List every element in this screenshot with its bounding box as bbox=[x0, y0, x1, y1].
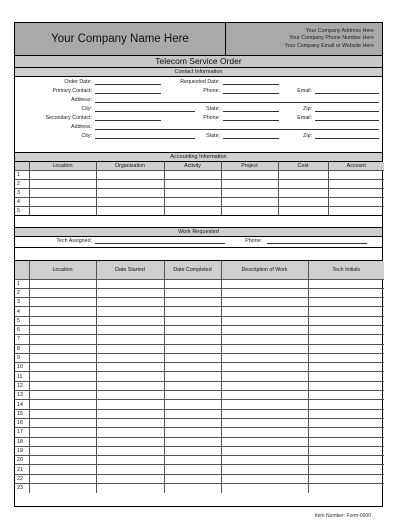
work-cell[interactable] bbox=[29, 391, 96, 400]
accounting-cell[interactable] bbox=[278, 179, 328, 188]
work-cell[interactable] bbox=[308, 391, 384, 400]
secondary-email-label: Email: bbox=[297, 115, 312, 121]
work-col-date-started: Date Started bbox=[96, 261, 164, 279]
work-cell[interactable] bbox=[29, 372, 96, 381]
accounting-row bbox=[15, 188, 384, 197]
work-cell[interactable] bbox=[96, 353, 164, 362]
work-cell[interactable] bbox=[96, 409, 164, 418]
accounting-header-row bbox=[15, 162, 384, 170]
order-date-field[interactable] bbox=[95, 84, 161, 85]
work-row bbox=[15, 391, 384, 400]
work-row bbox=[15, 409, 384, 418]
accounting-cell[interactable] bbox=[29, 206, 96, 215]
primary-contact-label: Primary Contact: bbox=[52, 88, 92, 94]
work-cell[interactable] bbox=[96, 456, 164, 465]
work-cell[interactable] bbox=[96, 446, 164, 455]
row-number: 8 bbox=[15, 344, 29, 353]
service-order-form bbox=[14, 22, 383, 507]
work-cell[interactable] bbox=[29, 465, 96, 474]
work-cell[interactable] bbox=[221, 353, 308, 362]
accounting-cell[interactable] bbox=[221, 197, 278, 206]
primary-phone-label: Phone: bbox=[203, 88, 220, 94]
work-cell[interactable] bbox=[164, 456, 221, 465]
secondary-phone-label: Phone: bbox=[203, 115, 220, 121]
work-cell[interactable] bbox=[96, 418, 164, 427]
requested-date-field[interactable] bbox=[223, 84, 279, 85]
work-cell[interactable] bbox=[164, 372, 221, 381]
work-cell[interactable] bbox=[164, 400, 221, 409]
work-row bbox=[15, 381, 384, 390]
work-cell[interactable] bbox=[29, 288, 96, 297]
work-cell[interactable] bbox=[29, 400, 96, 409]
work-cell[interactable] bbox=[308, 400, 384, 409]
work-cell[interactable] bbox=[221, 465, 308, 474]
row-number-header bbox=[15, 162, 29, 170]
work-cell[interactable] bbox=[221, 344, 308, 353]
work-cell[interactable] bbox=[221, 316, 308, 325]
primary-address-label: Address: bbox=[71, 97, 92, 103]
work-cell[interactable] bbox=[308, 437, 384, 446]
work-cell[interactable] bbox=[96, 381, 164, 390]
work-cell[interactable] bbox=[96, 437, 164, 446]
accounting-col-organization: Organization bbox=[96, 162, 164, 170]
work-cell[interactable] bbox=[221, 428, 308, 437]
section-spacer bbox=[15, 216, 382, 228]
secondary-state-label: State: bbox=[206, 133, 220, 139]
work-cell[interactable] bbox=[29, 298, 96, 307]
work-cell[interactable] bbox=[221, 391, 308, 400]
row-number: 12 bbox=[15, 381, 29, 390]
work-cell[interactable] bbox=[164, 344, 221, 353]
work-cell[interactable] bbox=[164, 363, 221, 372]
work-header-row bbox=[15, 261, 384, 279]
work-row bbox=[15, 372, 384, 381]
primary-email-field[interactable] bbox=[315, 93, 379, 94]
work-col-date-completed: Date Completed bbox=[164, 261, 221, 279]
work-cell[interactable] bbox=[29, 325, 96, 334]
work-cell[interactable] bbox=[308, 363, 384, 372]
row-number: 13 bbox=[15, 391, 29, 400]
work-cell[interactable] bbox=[29, 446, 96, 455]
tech-assigned-label: Tech Assigned: bbox=[56, 238, 92, 244]
work-cell[interactable] bbox=[308, 446, 384, 455]
work-cell[interactable] bbox=[221, 418, 308, 427]
secondary-contact-label: Secondary Contact: bbox=[45, 115, 92, 121]
accounting-cell[interactable] bbox=[328, 179, 384, 188]
company-name: Your Company Name Here bbox=[15, 23, 226, 55]
accounting-cell[interactable] bbox=[96, 197, 164, 206]
row-number: 1 bbox=[15, 170, 29, 179]
row-number: 16 bbox=[15, 418, 29, 427]
row-number: 2 bbox=[15, 288, 29, 297]
work-cell[interactable] bbox=[29, 381, 96, 390]
work-cell[interactable] bbox=[164, 335, 221, 344]
work-cell[interactable] bbox=[96, 465, 164, 474]
tech-phone-field[interactable] bbox=[267, 243, 367, 244]
work-row bbox=[15, 344, 384, 353]
accounting-cell[interactable] bbox=[164, 170, 221, 179]
work-cell[interactable] bbox=[164, 391, 221, 400]
contact-section bbox=[15, 77, 382, 153]
primary-address-field[interactable] bbox=[95, 102, 379, 103]
accounting-cell[interactable] bbox=[278, 188, 328, 197]
work-cell[interactable] bbox=[221, 288, 308, 297]
row-number: 4 bbox=[15, 307, 29, 316]
work-cell[interactable] bbox=[164, 437, 221, 446]
work-cell[interactable] bbox=[96, 400, 164, 409]
row-number: 1 bbox=[15, 279, 29, 288]
row-number: 22 bbox=[15, 474, 29, 483]
work-cell[interactable] bbox=[29, 363, 96, 372]
work-cell[interactable] bbox=[221, 437, 308, 446]
work-cell[interactable] bbox=[308, 325, 384, 334]
work-row bbox=[15, 298, 384, 307]
work-cell[interactable] bbox=[96, 391, 164, 400]
work-cell[interactable] bbox=[164, 446, 221, 455]
accounting-cell[interactable] bbox=[96, 170, 164, 179]
work-cell[interactable] bbox=[164, 307, 221, 316]
work-row bbox=[15, 465, 384, 474]
work-cell[interactable] bbox=[164, 288, 221, 297]
work-cell[interactable] bbox=[221, 372, 308, 381]
work-cell[interactable] bbox=[308, 409, 384, 418]
work-cell[interactable] bbox=[164, 353, 221, 362]
primary-zip-label: Zip: bbox=[303, 106, 312, 112]
work-cell[interactable] bbox=[221, 363, 308, 372]
row-number: 17 bbox=[15, 428, 29, 437]
accounting-section bbox=[15, 162, 382, 216]
work-cell[interactable] bbox=[29, 316, 96, 325]
accounting-col-account: Account bbox=[328, 162, 384, 170]
work-cell[interactable] bbox=[308, 335, 384, 344]
work-cell[interactable] bbox=[164, 474, 221, 483]
accounting-col-project: Project bbox=[221, 162, 278, 170]
work-cell[interactable] bbox=[308, 381, 384, 390]
work-cell[interactable] bbox=[29, 428, 96, 437]
accounting-row bbox=[15, 206, 384, 215]
row-number: 5 bbox=[15, 206, 29, 215]
work-cell[interactable] bbox=[164, 316, 221, 325]
work-cell[interactable] bbox=[164, 428, 221, 437]
work-cell[interactable] bbox=[29, 456, 96, 465]
section-spacer bbox=[15, 248, 382, 261]
accounting-cell[interactable] bbox=[29, 197, 96, 206]
row-number: 7 bbox=[15, 335, 29, 344]
accounting-cell[interactable] bbox=[328, 188, 384, 197]
row-number: 6 bbox=[15, 325, 29, 334]
accounting-cell[interactable] bbox=[164, 188, 221, 197]
work-cell[interactable] bbox=[96, 363, 164, 372]
work-cell[interactable] bbox=[308, 465, 384, 474]
row-number: 23 bbox=[15, 484, 29, 493]
work-cell[interactable] bbox=[308, 316, 384, 325]
row-number: 15 bbox=[15, 409, 29, 418]
row-number: 18 bbox=[15, 437, 29, 446]
company-phone: Your Company Phone Number Here bbox=[289, 35, 374, 42]
secondary-zip-label: Zip: bbox=[303, 133, 312, 139]
work-cell[interactable] bbox=[221, 400, 308, 409]
work-row bbox=[15, 307, 384, 316]
primary-zip-field[interactable] bbox=[315, 111, 379, 112]
primary-city-field[interactable] bbox=[95, 111, 195, 112]
company-address: Your Company Address Here bbox=[305, 27, 374, 34]
accounting-cell[interactable] bbox=[221, 206, 278, 215]
work-cell[interactable] bbox=[308, 372, 384, 381]
item-number: Item Number: Form-0000 bbox=[314, 513, 371, 519]
work-cell[interactable] bbox=[221, 456, 308, 465]
accounting-row bbox=[15, 179, 384, 188]
secondary-address-label: Address: bbox=[71, 124, 92, 130]
work-cell[interactable] bbox=[164, 381, 221, 390]
work-row bbox=[15, 335, 384, 344]
accounting-cell[interactable] bbox=[164, 206, 221, 215]
work-cell[interactable] bbox=[164, 279, 221, 288]
accounting-cell[interactable] bbox=[328, 197, 384, 206]
accounting-row bbox=[15, 197, 384, 206]
secondary-email-field[interactable] bbox=[315, 120, 379, 121]
work-cell[interactable] bbox=[96, 279, 164, 288]
accounting-cell[interactable] bbox=[278, 197, 328, 206]
work-cell[interactable] bbox=[96, 288, 164, 297]
work-cell[interactable] bbox=[221, 335, 308, 344]
work-cell[interactable] bbox=[308, 474, 384, 483]
work-row bbox=[15, 456, 384, 465]
work-table bbox=[15, 261, 384, 493]
secondary-city-label: City: bbox=[81, 133, 92, 139]
row-number-header bbox=[15, 261, 29, 279]
work-cell[interactable] bbox=[29, 474, 96, 483]
row-number: 20 bbox=[15, 456, 29, 465]
row-number: 4 bbox=[15, 197, 29, 206]
accounting-cell[interactable] bbox=[29, 179, 96, 188]
work-row bbox=[15, 428, 384, 437]
work-cell[interactable] bbox=[96, 325, 164, 334]
work-cell[interactable] bbox=[96, 316, 164, 325]
row-number: 9 bbox=[15, 353, 29, 362]
accounting-col-activity: Activity bbox=[164, 162, 221, 170]
work-row bbox=[15, 316, 384, 325]
work-cell[interactable] bbox=[221, 279, 308, 288]
primary-city-label: City: bbox=[81, 106, 92, 112]
work-cell[interactable] bbox=[96, 344, 164, 353]
row-number: 5 bbox=[15, 316, 29, 325]
secondary-city-field[interactable] bbox=[95, 138, 195, 139]
work-cell[interactable] bbox=[29, 353, 96, 362]
primary-state-label: State: bbox=[206, 106, 220, 112]
tech-assigned-field[interactable] bbox=[95, 243, 225, 244]
accounting-col-location: Location bbox=[29, 162, 96, 170]
work-cell[interactable] bbox=[221, 409, 308, 418]
work-cell[interactable] bbox=[221, 381, 308, 390]
secondary-phone-field[interactable] bbox=[223, 120, 279, 121]
work-cell[interactable] bbox=[221, 307, 308, 316]
work-row bbox=[15, 288, 384, 297]
form-title: Telecom Service Order bbox=[15, 56, 382, 68]
work-row bbox=[15, 325, 384, 334]
work-cell[interactable] bbox=[96, 335, 164, 344]
accounting-cell[interactable] bbox=[328, 206, 384, 215]
work-cell[interactable] bbox=[308, 279, 384, 288]
accounting-row bbox=[15, 170, 384, 179]
requested-date-label: Requested Date: bbox=[180, 79, 220, 85]
accounting-cell[interactable] bbox=[164, 197, 221, 206]
work-cell[interactable] bbox=[308, 298, 384, 307]
work-cell[interactable] bbox=[221, 325, 308, 334]
work-row bbox=[15, 484, 384, 493]
form-header bbox=[15, 23, 382, 56]
work-col-location: Location bbox=[29, 261, 96, 279]
work-col-tech-initials: Tech Initials bbox=[308, 261, 384, 279]
tech-phone-label: Phone: bbox=[245, 238, 262, 244]
work-row bbox=[15, 400, 384, 409]
accounting-cell[interactable] bbox=[221, 179, 278, 188]
work-row bbox=[15, 363, 384, 372]
work-cell[interactable] bbox=[96, 298, 164, 307]
work-cell[interactable] bbox=[308, 418, 384, 427]
work-section-title: Work Requested bbox=[15, 228, 382, 237]
work-cell[interactable] bbox=[308, 484, 384, 493]
work-cell[interactable] bbox=[164, 465, 221, 474]
contact-section-title: Contact Information bbox=[15, 68, 382, 77]
work-cell[interactable] bbox=[308, 344, 384, 353]
work-cell[interactable] bbox=[29, 307, 96, 316]
work-cell[interactable] bbox=[164, 418, 221, 427]
work-cell[interactable] bbox=[308, 353, 384, 362]
work-cell[interactable] bbox=[29, 344, 96, 353]
work-row bbox=[15, 474, 384, 483]
order-date-label: Order Date: bbox=[64, 79, 92, 85]
row-number: 14 bbox=[15, 400, 29, 409]
work-cell[interactable] bbox=[96, 474, 164, 483]
secondary-contact-field[interactable] bbox=[95, 120, 161, 121]
accounting-cell[interactable] bbox=[164, 179, 221, 188]
row-number: 2 bbox=[15, 179, 29, 188]
accounting-table bbox=[15, 162, 384, 215]
accounting-cell[interactable] bbox=[96, 188, 164, 197]
row-number: 11 bbox=[15, 372, 29, 381]
work-cell[interactable] bbox=[164, 298, 221, 307]
company-email: Your Company Email or Website Here bbox=[284, 42, 374, 49]
work-cell[interactable] bbox=[96, 428, 164, 437]
accounting-cell[interactable] bbox=[29, 188, 96, 197]
row-number: 10 bbox=[15, 363, 29, 372]
work-cell[interactable] bbox=[308, 428, 384, 437]
accounting-cell[interactable] bbox=[221, 170, 278, 179]
work-col-description: Description of Work bbox=[221, 261, 308, 279]
row-number: 3 bbox=[15, 298, 29, 307]
secondary-address-field[interactable] bbox=[95, 129, 379, 130]
row-number: 21 bbox=[15, 465, 29, 474]
work-cell[interactable] bbox=[164, 325, 221, 334]
work-cell[interactable] bbox=[221, 298, 308, 307]
secondary-state-field[interactable] bbox=[223, 138, 279, 139]
tech-assigned-row bbox=[15, 237, 382, 248]
work-row bbox=[15, 279, 384, 288]
accounting-col-cost: Cost bbox=[278, 162, 328, 170]
work-row bbox=[15, 446, 384, 455]
work-cell[interactable] bbox=[29, 279, 96, 288]
accounting-cell[interactable] bbox=[221, 188, 278, 197]
primary-state-field[interactable] bbox=[223, 111, 279, 112]
work-cell[interactable] bbox=[221, 446, 308, 455]
row-number: 3 bbox=[15, 188, 29, 197]
accounting-cell[interactable] bbox=[96, 206, 164, 215]
work-cell[interactable] bbox=[221, 474, 308, 483]
work-row bbox=[15, 418, 384, 427]
work-cell[interactable] bbox=[221, 484, 308, 493]
work-cell[interactable] bbox=[308, 307, 384, 316]
work-cell[interactable] bbox=[29, 335, 96, 344]
work-cell[interactable] bbox=[308, 288, 384, 297]
work-cell[interactable] bbox=[96, 484, 164, 493]
work-row bbox=[15, 437, 384, 446]
accounting-cell[interactable] bbox=[29, 170, 96, 179]
primary-email-label: Email: bbox=[297, 88, 312, 94]
company-details bbox=[226, 23, 382, 55]
accounting-section-title: Accounting Information bbox=[15, 153, 382, 162]
work-cell[interactable] bbox=[96, 372, 164, 381]
row-number: 19 bbox=[15, 446, 29, 455]
work-cell[interactable] bbox=[29, 437, 96, 446]
work-cell[interactable] bbox=[308, 456, 384, 465]
secondary-zip-field[interactable] bbox=[315, 138, 379, 139]
primary-contact-field[interactable] bbox=[95, 93, 161, 94]
work-cell[interactable] bbox=[29, 484, 96, 493]
accounting-cell[interactable] bbox=[278, 170, 328, 179]
primary-phone-field[interactable] bbox=[223, 93, 279, 94]
accounting-cell[interactable] bbox=[278, 206, 328, 215]
work-row bbox=[15, 353, 384, 362]
work-cell[interactable] bbox=[164, 484, 221, 493]
work-cell[interactable] bbox=[29, 409, 96, 418]
accounting-cell[interactable] bbox=[328, 170, 384, 179]
accounting-cell[interactable] bbox=[96, 179, 164, 188]
work-cell[interactable] bbox=[164, 409, 221, 418]
work-cell[interactable] bbox=[96, 307, 164, 316]
work-cell[interactable] bbox=[29, 418, 96, 427]
